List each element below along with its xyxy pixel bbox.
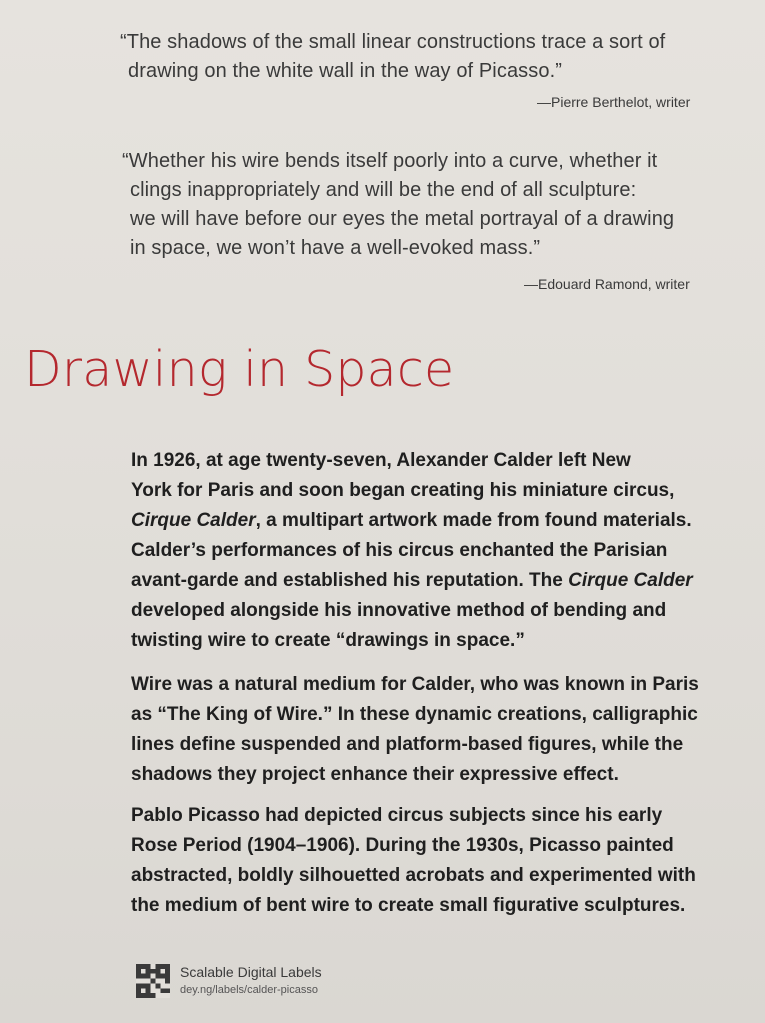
paragraph-line xyxy=(131,831,746,861)
quote-line: we will have before our eyes the metal portrayal of a drawing xyxy=(130,208,675,230)
paragraph-line xyxy=(131,476,746,506)
paragraph-line xyxy=(131,670,746,700)
text-run: York for Paris and soon began creating his miniature circus, xyxy=(131,480,675,501)
text-run: lines define suspended and platform-based figures, while the xyxy=(131,734,684,755)
paragraph-picasso xyxy=(131,801,746,921)
text-run: the medium of bent wire to create small figurative sculptures. xyxy=(131,895,686,916)
quote-line: in space, we won’t have a well-evoked mass.” xyxy=(130,237,541,259)
paragraph-line xyxy=(131,760,746,790)
quote-line: “The shadows of the small linear constructions trace a sort of xyxy=(120,31,666,53)
text-run: Pablo Picasso had depicted circus subjects since his early xyxy=(131,805,663,826)
paragraph-king-of-wire xyxy=(131,670,746,790)
quote-berthelot xyxy=(120,28,720,86)
paragraph-line xyxy=(131,801,746,831)
quote-ramond xyxy=(122,147,722,263)
paragraph-line xyxy=(131,536,746,566)
paragraph-line xyxy=(131,596,746,626)
section-title: Drawing in Space xyxy=(24,341,455,398)
text-run: shadows they project enhance their expressive effect. xyxy=(131,764,619,785)
digital-label-url[interactable]: dey.ng/labels/calder-picasso xyxy=(180,984,318,996)
text-run: developed alongside his innovative method of bending and xyxy=(131,600,667,621)
text-run: as “The King of Wire.” In these dynamic creations, calligraphic xyxy=(131,704,698,725)
qr-code-icon xyxy=(136,964,170,998)
paragraph-line xyxy=(131,566,746,596)
paragraph-line xyxy=(131,730,746,760)
paragraph-line xyxy=(131,446,746,476)
paragraph-line xyxy=(131,506,746,536)
text-run: abstracted, boldly silhouetted acrobats and experimented with xyxy=(131,865,696,886)
paragraph-line xyxy=(131,626,746,656)
text-run: twisting wire to create “drawings in space.” xyxy=(131,630,525,651)
text-run: In 1926, at age twenty-seven, Alexander Calder left New xyxy=(131,450,631,471)
italic-title: Cirque Calder xyxy=(568,570,693,591)
paragraph-line xyxy=(131,861,746,891)
text-run: avant-garde and established his reputation. The xyxy=(131,570,569,591)
quote-attribution: —Pierre Berthelot, writer xyxy=(537,94,691,110)
digital-label[interactable] xyxy=(136,962,322,998)
quote-line: clings inappropriately and will be the end of all sculpture: xyxy=(130,179,637,201)
italic-title: Cirque Calder xyxy=(131,510,256,531)
quote-line: “Whether his wire bends itself poorly into a curve, whether it xyxy=(122,150,658,172)
quote-attribution: —Edouard Ramond, writer xyxy=(524,276,690,292)
text-run: Rose Period (1904–1906). During the 1930s, Picasso painted xyxy=(131,835,674,856)
text-run: Wire was a natural medium for Calder, who was known in Paris xyxy=(131,674,699,695)
text-run: , a multipart artwork made from found materials. xyxy=(255,510,692,531)
paragraph-cirque-calder xyxy=(131,446,746,656)
digital-label-title: Scalable Digital Labels xyxy=(180,964,322,980)
text-run: Calder’s performances of his circus enchanted the Parisian xyxy=(131,540,668,561)
quote-line: drawing on the white wall in the way of Picasso.” xyxy=(128,60,563,82)
paragraph-line xyxy=(131,700,746,730)
paragraph-line xyxy=(131,891,746,921)
